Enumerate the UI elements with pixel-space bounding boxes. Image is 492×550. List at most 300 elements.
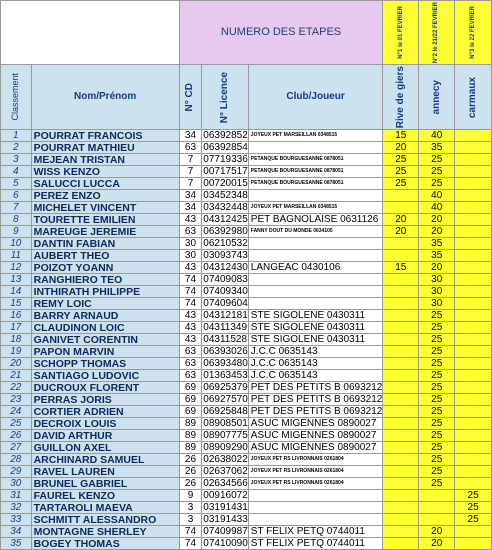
cd-cell: 3 [179,514,202,526]
rank-cell: 21 [1,370,32,382]
rank-cell: 34 [1,526,32,538]
table-row [1,466,492,478]
club-cell: PETANQUE BOURGUESANNE 0878051 [248,154,383,166]
club-cell: PET DES PETITS B 0693212 [248,406,383,418]
club-cell: JOYEUX PET RS LIVRONNAIS 0261804 [248,478,383,490]
club-cell: FANNY DOUT DU MONDE 0634105 [248,226,383,238]
stage-3-points-cell [455,526,492,538]
rank-cell: 16 [1,310,32,322]
club-cell: PET DES PETITS B 0693212 [248,382,383,394]
cd-cell: 7 [179,178,202,190]
stage-2-name: annecy [419,65,455,130]
player-name-cell: MEJEAN TRISTAN [31,154,179,166]
stage-3-points-cell [455,538,492,550]
player-name-cell: ARCHINARD SAMUEL [31,454,179,466]
rank-cell: 5 [1,178,32,190]
licence-cell: 00916072 [203,489,248,501]
licence-cell: 04311528 [203,333,248,345]
licence-cell: 06392854 [203,141,248,153]
rank-cell: 1 [1,130,32,142]
rank-cell: 7 [1,202,32,214]
club-cell [248,490,383,502]
player-name-cell: SANTIAGO LUDOVIC [31,370,179,382]
player-name-cell: SALUCCI LUCCA [31,178,179,190]
stage-2-points-cell: 25 [419,442,455,454]
stage-3-points-cell [455,334,492,346]
player-name-cell: POURRAT FRANCOIS [31,130,179,142]
licence-cell: 02638022 [203,453,248,465]
club-cell: J.C.C 0635143 [248,346,383,358]
stage-3-points-cell [455,154,492,166]
stage-2-points-cell: 25 [419,166,455,178]
player-name-cell: BRUNEL GABRIEL [31,478,179,490]
rank-cell: 32 [1,502,32,514]
stage-1-points-cell [383,502,419,514]
rank-cell: 4 [1,166,32,178]
stage-3-points-cell [455,250,492,262]
licence-cell: 03191431 [203,501,248,513]
cd-cell: 43 [179,310,202,322]
cd-cell: 63 [179,142,202,154]
player-name-cell: RAVEL LAUREN [31,466,179,478]
table-row [1,190,492,202]
rank-cell: 6 [1,190,32,202]
table-row [1,142,492,154]
table-row [1,202,492,214]
table-row [1,382,492,394]
licence-cell: 07409987 [203,525,248,537]
stage-3-points-cell [455,166,492,178]
stage-2-points-cell: 25 [419,310,455,322]
stage-3-points-cell [455,202,492,214]
rank-cell: 3 [1,154,32,166]
col-cd: N° CD [179,65,202,130]
rank-cell: 8 [1,214,32,226]
stage-2-points-cell: 25 [419,418,455,430]
stage-2-points-cell: 25 [419,322,455,334]
cd-cell: 89 [179,418,202,430]
club-cell [248,502,383,514]
col-nom: Nom/Prénom [31,65,179,130]
table-row [1,226,492,238]
player-name-cell: PAPON MARVIN [31,346,179,358]
player-name-cell: DECROIX LOUIS [31,418,179,430]
stage-3-points-cell [455,142,492,154]
stage-3-points-cell [455,130,492,142]
stage-1-points-cell [383,370,419,382]
stage-2-points-cell: 25 [419,382,455,394]
cd-cell: 26 [179,478,202,490]
licence-cell: 07409083 [203,273,248,285]
stage-2-points-cell: 25 [419,154,455,166]
stage-1-points-cell: 25 [383,166,419,178]
licence-cell: 08908501 [203,417,248,429]
licence-cell: 06393480 [203,357,248,369]
player-name-cell: DUCROUX FLORENT [31,382,179,394]
table-row [1,166,492,178]
club-cell: PET DES PETITS B 0693212 [248,394,383,406]
stage-3-points-cell: 25 [455,502,492,514]
cd-cell: 43 [179,214,202,226]
club-cell: JOYEUX PET RS LIVRONNAIS 0261804 [248,454,383,466]
licence-cell: 06392852 [203,129,248,141]
table-row [1,286,492,298]
player-name-cell: REMY LOIC [31,298,179,310]
stage-2-points-cell: 25 [419,394,455,406]
stage-3-points-cell [455,238,492,250]
player-name-cell: BARRY ARNAUD [31,310,179,322]
table-row [1,298,492,310]
licence-cell: 03452348 [203,189,248,201]
stage-2-points-cell: 25 [419,466,455,478]
licence-cell: 02634566 [203,477,248,489]
cd-cell: 69 [179,406,202,418]
stage-1-points-cell [383,190,419,202]
table-row [1,442,492,454]
player-name-cell: RANGHIERO TEO [31,274,179,286]
stage-3-points-cell: 25 [455,514,492,526]
cd-cell: 3 [179,502,202,514]
cd-cell: 74 [179,298,202,310]
player-name-cell: CLAUDINON LOIC [31,322,179,334]
table-row [1,178,492,190]
stage-3-points-cell [455,190,492,202]
player-name-cell: MICHELET VINCENT [31,202,179,214]
club-cell [248,298,383,310]
licence-cell: 07719336 [203,153,248,165]
stage-3-points-cell [455,226,492,238]
rank-cell: 18 [1,334,32,346]
stage-2-points-cell: 40 [419,202,455,214]
licence-cell: 04311349 [203,321,248,333]
rank-cell: 27 [1,442,32,454]
licence-cell: 06210532 [203,237,248,249]
club-cell: ASUC MIGENNES 0890027 [248,418,383,430]
stage-3-points-cell: 25 [455,490,492,502]
club-cell: LANGEAC 0430106 [248,262,383,274]
stage-3-points-cell [455,214,492,226]
stage-1-points-cell [383,418,419,430]
stage-3-points-cell [455,370,492,382]
stage-1-points-cell [383,406,419,418]
stage-2-points-cell: 25 [419,178,455,190]
licence-cell: 04312181 [203,309,248,321]
player-name-cell: INTHIRATH PHILIPPE [31,286,179,298]
stage-1-points-cell [383,298,419,310]
rank-cell: 11 [1,250,32,262]
licence-cell: 03191433 [203,513,248,525]
rank-cell: 23 [1,394,32,406]
stage-1-points-cell [383,202,419,214]
table-row [1,538,492,550]
stage-1-points-cell [383,430,419,442]
club-cell: ASUC MIGENNES 0890027 [248,442,383,454]
rank-cell: 22 [1,382,32,394]
licence-cell: 08909290 [203,441,248,453]
club-cell: STE SIGOLENE 0430311 [248,310,383,322]
stage-1-points-cell [383,490,419,502]
stage-1-points-cell [383,286,419,298]
table-row [1,490,492,502]
table-row [1,214,492,226]
stage-2-points-cell: 25 [419,430,455,442]
cd-cell: 63 [179,358,202,370]
stage-2-points-cell: 30 [419,286,455,298]
rank-cell: 24 [1,406,32,418]
club-cell: STE SIGOLENE 0430311 [248,322,383,334]
cd-cell: 26 [179,454,202,466]
player-name-cell: TARTAROLI MAEVA [31,502,179,514]
table-row [1,334,492,346]
stage-2-points-cell: 25 [419,346,455,358]
player-name-cell: POIZOT YOANN [31,262,179,274]
cd-cell: 43 [179,322,202,334]
stage-3-points-cell [455,406,492,418]
stage-1-points-cell [383,250,419,262]
player-name-cell: MAREUGE JEREMIE [31,226,179,238]
cd-cell: 69 [179,382,202,394]
stage-2-points-cell: 30 [419,298,455,310]
stage-2-points-cell: 20 [419,538,455,550]
stage-1-points-cell: 15 [383,262,419,274]
stage-3-points-cell [455,262,492,274]
club-cell: JOYEUX PET MARSEILLAN 0348515 [248,130,383,142]
cd-cell: 63 [179,346,202,358]
club-cell: PETANQUE BOURGUESANNE 0878051 [248,166,383,178]
col-licence: N° Licence [202,65,249,130]
stage-3-points-cell [455,454,492,466]
rank-cell: 33 [1,514,32,526]
player-name-cell: SCHOPP THOMAS [31,358,179,370]
cd-cell: 74 [179,274,202,286]
stage-3-points-cell [455,478,492,490]
table-row [1,310,492,322]
licence-cell: 06393026 [203,345,248,357]
stage-1-date: N°1 le 01 FEVRIER [383,1,419,65]
rank-cell: 25 [1,418,32,430]
player-name-cell: SCHMITT ALESSANDRO [31,514,179,526]
licence-cell: 06925379 [203,381,248,393]
licence-cell: 06925848 [203,405,248,417]
stage-3-points-cell [455,430,492,442]
stage-3-name: carmaux [455,65,492,130]
stage-2-points-cell: 25 [419,334,455,346]
rank-cell: 30 [1,478,32,490]
player-name-cell: DAVID ARTHUR [31,430,179,442]
club-cell: J.C.C 0635143 [248,358,383,370]
stage-2-points-cell: 20 [419,214,455,226]
stage-2-points-cell: 35 [419,142,455,154]
club-cell: JOYEUX PET RS LIVRONNAIS 0261804 [248,466,383,478]
player-name-cell: POURRAT MATHIEU [31,142,179,154]
stage-2-date: N°2 le 21/22 FEVRIER [419,1,455,65]
stages-title: NUMERO DES ETAPES [179,1,383,65]
club-cell [248,190,383,202]
cd-cell: 63 [179,226,202,238]
club-cell [248,286,383,298]
cd-cell: 30 [179,238,202,250]
cd-cell: 69 [179,394,202,406]
col-classement: Classement [1,65,32,130]
table-row [1,262,492,274]
player-name-cell: TOURETTE EMILIEN [31,214,179,226]
stage-1-points-cell [383,526,419,538]
licence-cell: 02637062 [203,465,248,477]
stage-1-points-cell [383,358,419,370]
cd-cell: 43 [179,334,202,346]
stage-3-date: N°3 le 22 FEVRIER [455,1,492,65]
stage-1-points-cell [383,238,419,250]
stage-2-points-cell: 20 [419,262,455,274]
stage-3-points-cell [455,466,492,478]
stage-2-points-cell [419,490,455,502]
licence-cell: 07409604 [203,297,248,309]
cd-cell: 30 [179,250,202,262]
club-cell: STE SIGOLENE 0430311 [248,334,383,346]
stage-1-points-cell [383,310,419,322]
cd-cell: 34 [179,202,202,214]
stage-2-points-cell: 30 [419,274,455,286]
stage-1-points-cell [383,322,419,334]
ranking-rows [1,130,492,550]
player-name-cell: AUBERT THEO [31,250,179,262]
stage-2-points-cell: 25 [419,358,455,370]
rank-cell: 28 [1,454,32,466]
stage-3-points-cell [455,346,492,358]
rank-cell: 35 [1,538,32,550]
licence-cell: 07410090 [203,537,248,549]
stage-1-points-cell [383,382,419,394]
stage-2-points-cell: 35 [419,250,455,262]
licence-cell: 08907775 [203,429,248,441]
cd-cell: 74 [179,538,202,550]
stage-2-points-cell: 20 [419,526,455,538]
licence-cell: 03432448 [203,201,248,213]
stage-1-points-cell [383,334,419,346]
stage-3-points-cell [455,310,492,322]
player-name-cell: BOGEY THOMAS [31,538,179,550]
table-row [1,478,492,490]
rank-cell: 19 [1,346,32,358]
stage-1-points-cell: 20 [383,226,419,238]
cd-cell: 74 [179,286,202,298]
stage-1-points-cell [383,442,419,454]
table-row [1,358,492,370]
table-row [1,526,492,538]
table-row [1,322,492,334]
licence-cell: 04312430 [203,261,248,273]
stage-3-points-cell [455,178,492,190]
rank-cell: 9 [1,226,32,238]
cd-cell: 34 [179,190,202,202]
table-row [1,346,492,358]
stage-2-points-cell: 40 [419,190,455,202]
licence-cell: 00717517 [203,165,248,177]
stage-1-points-cell: 25 [383,178,419,190]
stage-1-points-cell: 15 [383,130,419,142]
stage-1-points-cell [383,274,419,286]
licence-cell: 06927570 [203,393,248,405]
stage-2-points-cell [419,502,455,514]
table-row [1,418,492,430]
licence-cell: 03093743 [203,249,248,261]
table-row [1,430,492,442]
stage-1-points-cell [383,394,419,406]
stage-2-points-cell: 25 [419,478,455,490]
club-cell: PETANQUE BOURGUESANNE 0878051 [248,178,383,190]
stage-1-points-cell: 25 [383,154,419,166]
rank-cell: 14 [1,286,32,298]
player-name-cell: PEREZ ENZO [31,190,179,202]
stage-1-points-cell [383,478,419,490]
stage-3-points-cell [455,286,492,298]
stage-3-points-cell [455,382,492,394]
club-cell [248,250,383,262]
player-name-cell: GUILLON AXEL [31,442,179,454]
licence-cell: 04312425 [203,213,248,225]
rank-cell: 12 [1,262,32,274]
player-name-cell: MONTAGNE SHERLEY [31,526,179,538]
table-row [1,394,492,406]
table-row [1,154,492,166]
rank-cell: 2 [1,142,32,154]
player-name-cell: GANIVET CORENTIN [31,334,179,346]
cd-cell: 7 [179,166,202,178]
rank-cell: 17 [1,322,32,334]
club-cell: ASUC MIGENNES 0890027 [248,430,383,442]
rank-cell: 13 [1,274,32,286]
rank-cell: 15 [1,298,32,310]
stage-1-points-cell [383,466,419,478]
player-name-cell: PERRAS JORIS [31,394,179,406]
stage-1-points-cell [383,346,419,358]
stage-1-points-cell: 20 [383,214,419,226]
stage-3-points-cell [455,322,492,334]
stage-1-points-cell: 20 [383,142,419,154]
table-row [1,502,492,514]
rank-cell: 29 [1,466,32,478]
licence-cell: 07409340 [203,285,248,297]
rank-cell: 10 [1,238,32,250]
stage-2-points-cell: 25 [419,406,455,418]
cd-cell: 74 [179,526,202,538]
stage-3-points-cell [455,442,492,454]
player-name-cell: DANTIN FABIAN [31,238,179,250]
header-blank [1,1,180,65]
stage-2-points-cell: 35 [419,238,455,250]
stage-2-points-cell: 25 [419,370,455,382]
table-row [1,454,492,466]
player-name-cell: WISS KENZO [31,166,179,178]
club-cell: J.C.C 0635143 [248,370,383,382]
licence-cell: 00720015 [203,177,248,189]
club-cell [248,274,383,286]
cd-cell: 89 [179,430,202,442]
player-name-cell: CORTIER ADRIEN [31,406,179,418]
player-name-cell: FAUREL KENZO [31,490,179,502]
cd-cell: 43 [179,262,202,274]
rank-cell: 31 [1,490,32,502]
cd-cell: 34 [179,130,202,142]
club-cell: PET BAGNOLAISE 0631126 [248,214,383,226]
cd-cell: 89 [179,442,202,454]
stage-2-points-cell: 40 [419,130,455,142]
club-cell: ST FELIX PETQ 0744011 [248,526,383,538]
stage-1-points-cell [383,538,419,550]
licence-cell: 06392980 [203,225,248,237]
stage-2-points-cell: 25 [419,454,455,466]
stage-3-points-cell [455,298,492,310]
